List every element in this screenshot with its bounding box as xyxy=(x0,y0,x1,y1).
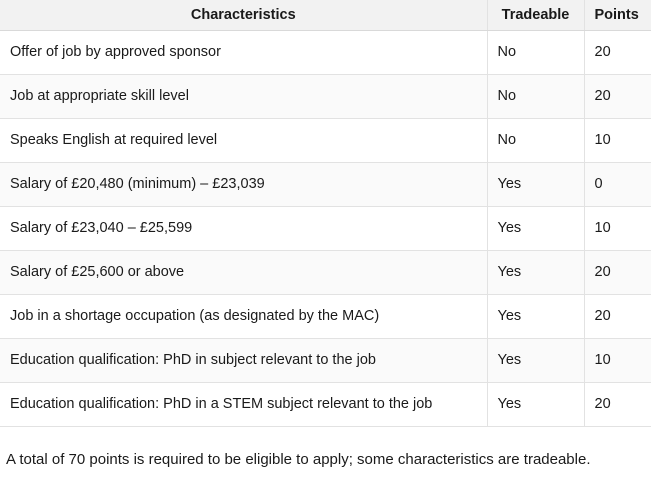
table-row xyxy=(0,119,651,163)
cell-points: 10 xyxy=(584,339,651,383)
cell-characteristic: Salary of £23,040 – £25,599 xyxy=(0,207,487,251)
cell-characteristic: Job in a shortage occupation (as designated by the MAC) xyxy=(0,295,487,339)
cell-points: 20 xyxy=(584,295,651,339)
column-header-points: Points xyxy=(584,0,651,31)
cell-tradeable: Yes xyxy=(487,339,584,383)
cell-tradeable: Yes xyxy=(487,295,584,339)
table-row xyxy=(0,251,651,295)
cell-characteristic: Salary of £25,600 or above xyxy=(0,251,487,295)
cell-characteristic: Speaks English at required level xyxy=(0,119,487,163)
cell-points: 20 xyxy=(584,31,651,75)
column-header-characteristics: Characteristics xyxy=(0,0,487,31)
table-footnote: A total of 70 points is required to be eligible to apply; some characteristics are tradeable. xyxy=(6,451,591,469)
cell-points: 20 xyxy=(584,383,651,427)
cell-points: 10 xyxy=(584,119,651,163)
cell-characteristic: Job at appropriate skill level xyxy=(0,75,487,119)
cell-points: 20 xyxy=(584,75,651,119)
table-row xyxy=(0,163,651,207)
cell-characteristic: Education qualification: PhD in subject relevant to the job xyxy=(0,339,487,383)
table-header xyxy=(0,0,651,31)
table-row xyxy=(0,75,651,119)
table-row xyxy=(0,207,651,251)
cell-tradeable: Yes xyxy=(487,383,584,427)
table-row xyxy=(0,339,651,383)
cell-tradeable: Yes xyxy=(487,207,584,251)
cell-points: 10 xyxy=(584,207,651,251)
table-row xyxy=(0,295,651,339)
column-header-tradeable: Tradeable xyxy=(487,0,584,31)
table-row xyxy=(0,31,651,75)
cell-tradeable: Yes xyxy=(487,251,584,295)
cell-tradeable: No xyxy=(487,31,584,75)
cell-characteristic: Offer of job by approved sponsor xyxy=(0,31,487,75)
table-body xyxy=(0,31,651,427)
cell-tradeable: No xyxy=(487,75,584,119)
cell-characteristic: Salary of £20,480 (minimum) – £23,039 xyxy=(0,163,487,207)
table-row xyxy=(0,383,651,427)
cell-points: 0 xyxy=(584,163,651,207)
cell-tradeable: No xyxy=(487,119,584,163)
cell-points: 20 xyxy=(584,251,651,295)
table-header-row xyxy=(0,0,651,31)
cell-characteristic: Education qualification: PhD in a STEM subject relevant to the job xyxy=(0,383,487,427)
cell-tradeable: Yes xyxy=(487,163,584,207)
